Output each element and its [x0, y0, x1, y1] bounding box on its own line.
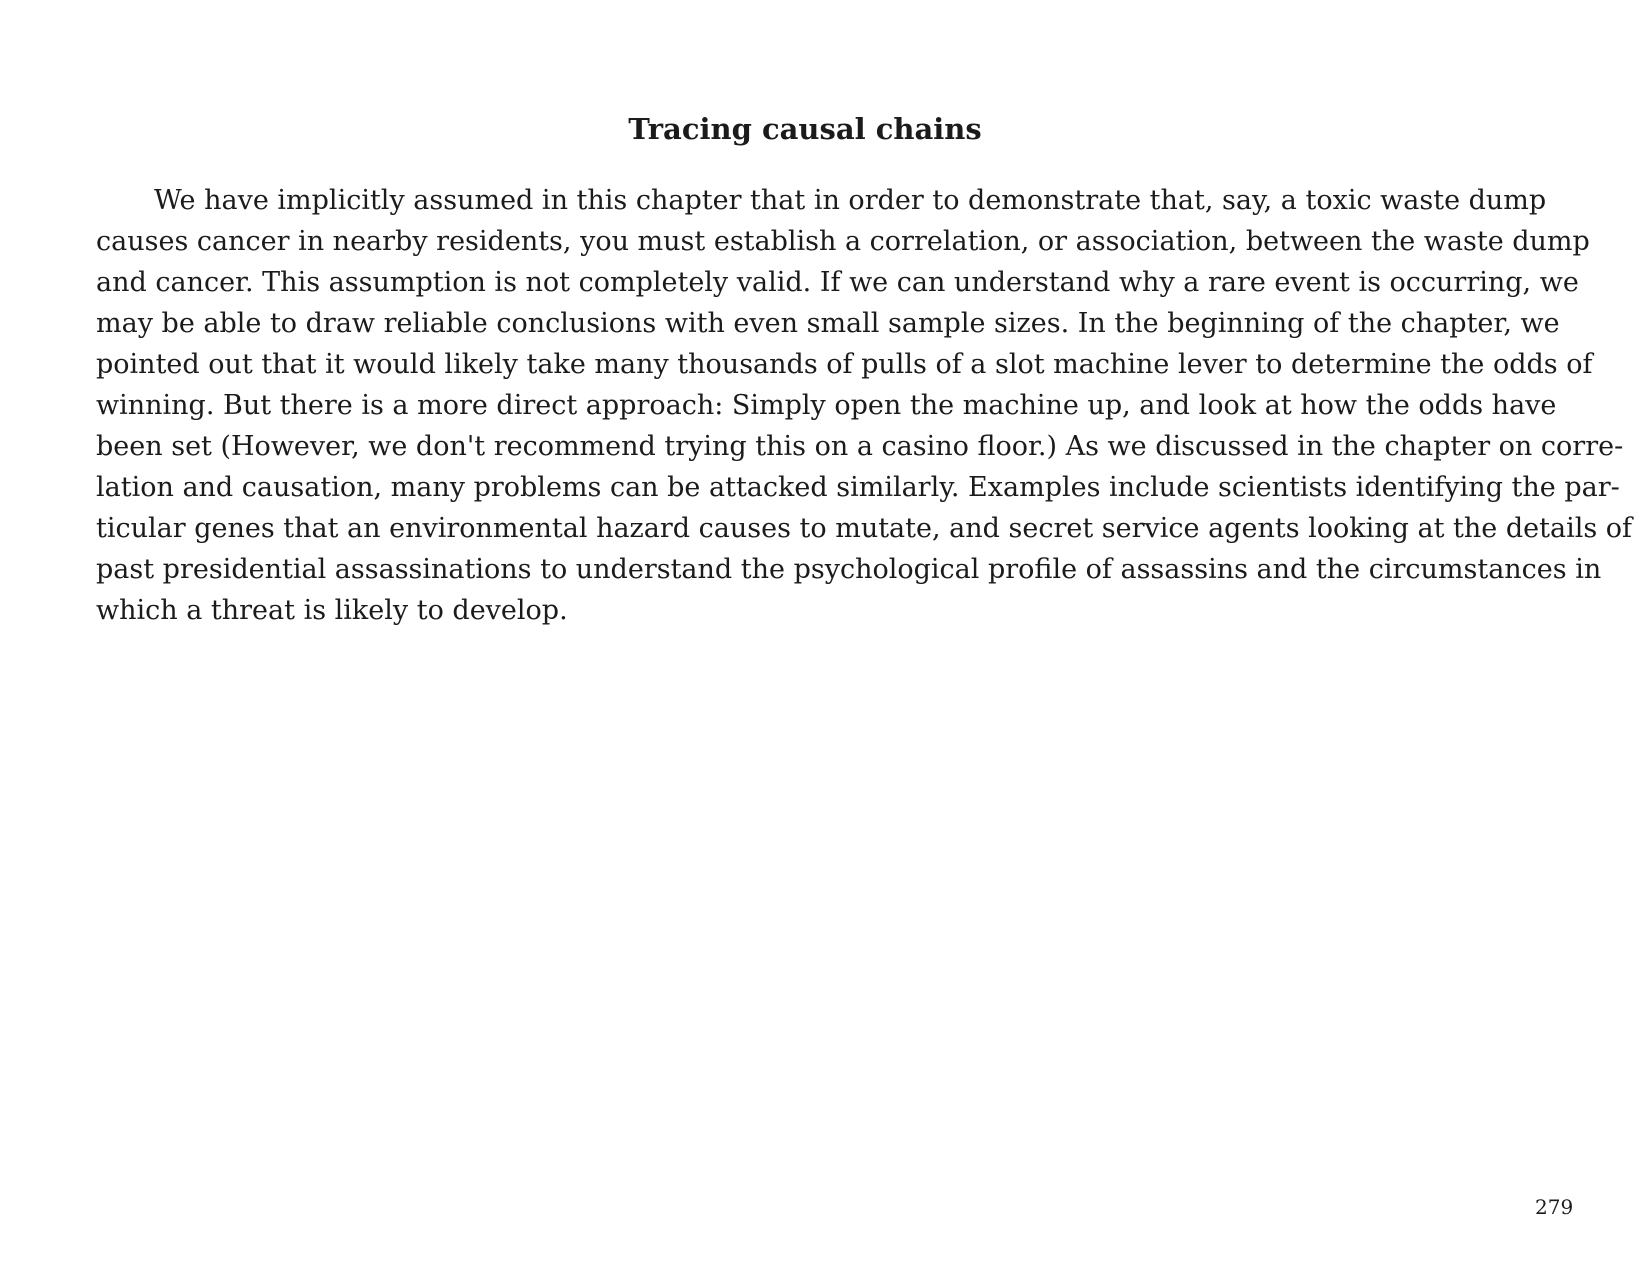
paragraph-line: past presidential assassinations to understand the psychological profile of assassins and the circumstances in [96, 554, 1602, 585]
paragraph-line: We have implicitly assumed in this chapter that in order to demonstrate that, say, a toxic waste dump [154, 185, 1547, 216]
section-heading: Tracing causal chains [628, 112, 982, 146]
paragraph-line: been set (However, we don't recommend trying this on a casino floor.) As we discussed in the chapter on corre- [96, 431, 1624, 462]
paragraph-line: causes cancer in nearby residents, you must establish a correlation, or association, between the waste dump [96, 226, 1590, 257]
paragraph-line: may be able to draw reliable conclusions with even small sample sizes. In the beginning of the chapter, we [96, 308, 1560, 339]
paragraph-line: and cancer. This assumption is not completely valid. If we can understand why a rare event is occurring, we [96, 267, 1579, 298]
paragraph-line: lation and causation, many problems can be attacked similarly. Examples include scientists identifying the par- [96, 472, 1620, 503]
paragraph-line: pointed out that it would likely take many thousands of pulls of a slot machine lever to determine the odds of [96, 349, 1593, 380]
paragraph-line: which a threat is likely to develop. [96, 595, 568, 626]
page-number: 279 [1535, 1195, 1574, 1219]
paragraph-line: winning. But there is a more direct approach: Simply open the machine up, and look at how the odds have [96, 390, 1557, 421]
paragraph-line: ticular genes that an environmental hazard causes to mutate, and secret service agents looking at the details of [96, 513, 1633, 544]
body-paragraph [96, 180, 1633, 631]
